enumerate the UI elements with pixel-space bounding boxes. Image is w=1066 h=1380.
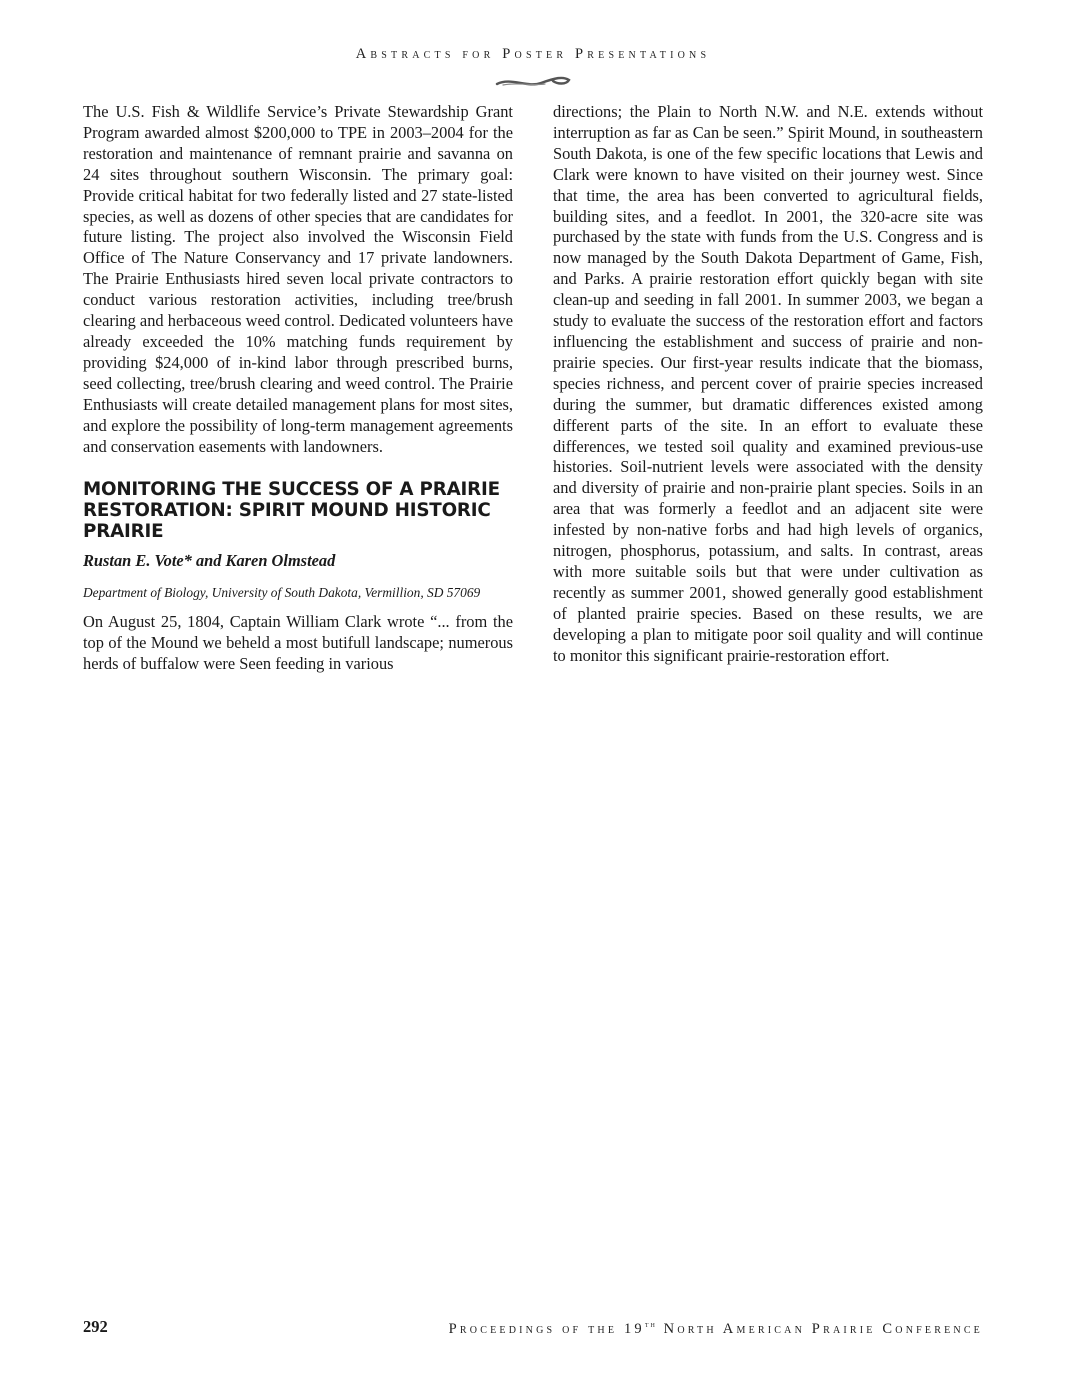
right-column: [553, 102, 983, 666]
continued-paragraph: The U.S. Fish & Wildlife Service’s Private Stewardship Grant Program awarded almost $200,000 to TPE in 2003–2004 for the restoration and maintenance of remnant prairie and savanna on 24 sites throughout southern Wisconsin. The primary goal: Provide critical habitat for two federally listed and 27 state-listed species, as well as dozens of other species that are candidates for future listing. The project also involved the Wisconsin Field Office of The Nature Conservancy and 17 private landowners. The Prairie Enthusiasts hired seven local private contractors to conduct various restoration activities, including tree/brush clearing and herbaceous weed control. Dedicated volunteers have already exceeded the 10% matching funds requirement by providing $24,000 of in-kind labor through prescribed burns, seed collecting, tree/brush clearing and weed control. The Prairie Enthusiasts will create detailed management plans for most sites, and explore the possibility of long-term management agreements and conservation easements with landowners.: [83, 102, 513, 456]
author-affiliation: Department of Biology, University of South Dakota, Vermillion, SD 57069: [83, 585, 481, 601]
running-foot-suffix: North American Prairie Conference: [656, 1320, 983, 1337]
running-foot-ordinal: th: [644, 1319, 657, 1329]
article-title: MONITORING THE SUCCESS OF A PRAIRIE RESTORATION: SPIRIT MOUND HISTORIC PRAIRIE: [83, 479, 500, 543]
running-foot-prefix: Proceedings of the 19: [448, 1320, 645, 1337]
article-body-start: On August 25, 1804, Captain William Clark wrote “... from the top of the Mound we beheld a most butifull landscape; numerous herds of buffalow were Seen feeding in various: [83, 611, 513, 673]
article-authors: Rustan E. Vote* and Karen Olmstead: [83, 551, 336, 571]
article-body-continued: directions; the Plain to North N.W. and N.E. extends without interruption as far as Can be seen.” Spirit Mound, in southeastern South Dakota, is one of the few specific locations that Lewis and Clark were known to have visited on their journey west. Since that time, the area has been converted to agricultural fields, building sites, and a feedlot. In 2001, the 320-acre site was purchased by the state with funds from the U.S. Congress and is now managed by the South Dakota Department of Game, Fish, and Parks. A prairie restoration effort quickly began with site clean-up and seeding in fall 2001. In summer 2003, we began a study to evaluate the success of the restoration effort and factors influencing the establishment and success of prairie and non-prairie species. Our first-year results indicate that the biomass, species richness, and percent cover of prairie species increased during the summer, but dramatic differences existed among different parts of the site. In an effort to evaluate these differences, we tested soil quality and examined previous-use histories. Soil-nutrient levels were associated with the density and diversity of prairie and non-prairie plant species. Soils in an area that was formerly a feedlot and an adjacent site were infested by non-native forbs and had high levels of organics, nitrogen, phosphorus, potassium, and salts. In contrast, areas with more suitable soils but that were under cultivation as recently as summer 2001, showed generally good establishment of planted prairie species. Based on these results, we are developing a plan to mitigate poor soil quality and will continue to monitor this significant prairie-restoration effort.: [553, 102, 983, 665]
left-column: [83, 102, 513, 675]
running-head: Abstracts for Poster Presentations: [355, 46, 711, 62]
running-foot: [449, 1319, 983, 1338]
page-number: 292: [83, 1317, 108, 1336]
flourish-ornament-icon: [493, 71, 573, 93]
